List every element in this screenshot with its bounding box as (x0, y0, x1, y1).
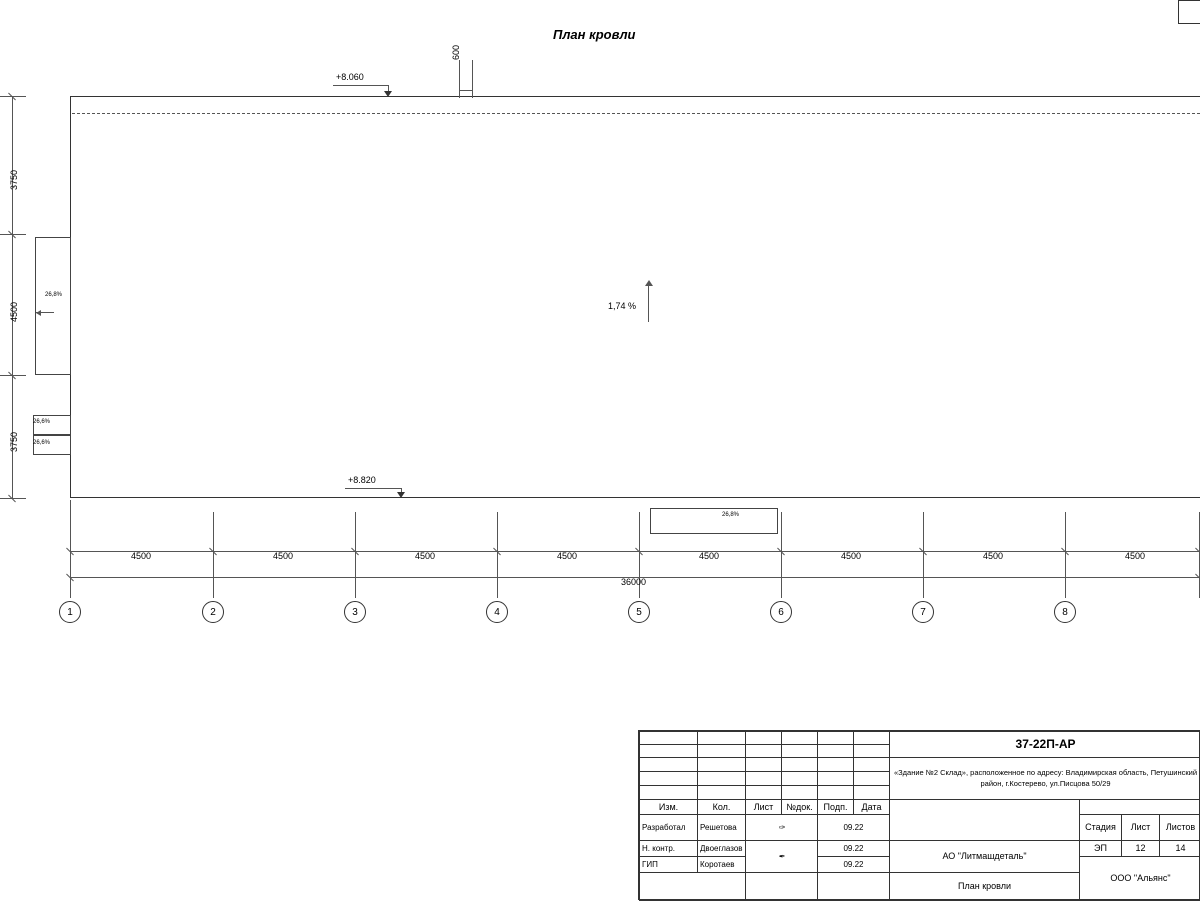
stamp-blank-4-0 (640, 786, 698, 800)
stamp-date-1: 09.22 (818, 841, 890, 857)
stamp-blank-4-5 (854, 786, 890, 800)
stamp-blank-0-1 (698, 732, 746, 745)
bay-dim-label-1: 4500 (273, 552, 293, 561)
stamp-blank-1-2 (746, 745, 782, 758)
stamp-object-name: «Здание №2 Склад», расположенное по адресу: Владимирская область, Петушинский район, г.Костерево, ул.Писцова 50/29 (890, 758, 1200, 800)
stamp-date-2: 09.22 (818, 857, 890, 873)
stamp-col-header-0: Изм. (640, 800, 698, 815)
bay-dim-label-3: 4500 (557, 552, 577, 561)
slope-leader-0 (36, 312, 54, 313)
stamp-blank-right (1080, 800, 1200, 815)
stamp-stage-value-0: ЭП (1080, 841, 1122, 857)
stamp-name-1: Двоеглазов (698, 841, 746, 857)
vertical-dim-label-2: 3750 (10, 432, 19, 452)
stamp-blank-0-4 (818, 732, 854, 745)
stamp-role-0: Разработал (640, 815, 698, 841)
elevation-mark-1: +8.060 (336, 72, 364, 82)
axis-extension-6 (781, 512, 782, 598)
axis-circle-4: 4 (486, 601, 508, 623)
stamp-blank-2-2 (746, 758, 782, 772)
stamp-stage-header-1: Лист (1122, 815, 1160, 841)
axis-circle-6: 6 (770, 601, 792, 623)
main-slope-line (648, 286, 649, 322)
stamp-stage-header-2: Листов (1160, 815, 1200, 841)
main-slope-arrow (645, 280, 653, 286)
stamp-blank-3-4 (818, 772, 854, 786)
total-dim-label: 36000 (621, 578, 646, 587)
stamp-blank-3-1 (698, 772, 746, 786)
page-title: План кровли (553, 27, 635, 42)
stamp-blank-0-2 (746, 732, 782, 745)
axis-extension-7 (923, 512, 924, 598)
slope-label-3: 26,8% (722, 512, 739, 518)
slope-arrow-left-0 (36, 310, 41, 316)
stamp-blank-1-5 (854, 745, 890, 758)
stamp-designer-org: ООО "Альянс" (1080, 857, 1200, 901)
stamp-blank-2-5 (854, 758, 890, 772)
axis-circle-8: 8 (1054, 601, 1076, 623)
stamp-name-0: Решетова (698, 815, 746, 841)
stamp-blank-2-0 (640, 758, 698, 772)
stamp-blank-3-3 (782, 772, 818, 786)
bay-dim-label-6: 4500 (983, 552, 1003, 561)
stamp-blank-2-1 (698, 758, 746, 772)
stamp-signature-1: ✒ (746, 841, 818, 873)
stamp-blank-3-5 (854, 772, 890, 786)
axis-circle-7: 7 (912, 601, 934, 623)
stamp-blank-1-4 (818, 745, 854, 758)
stamp-blank-bottom-2 (818, 873, 890, 901)
axis-circle-5: 5 (628, 601, 650, 623)
stamp-blank-1-0 (640, 745, 698, 758)
roof-ridge-dashed-line (72, 113, 1200, 114)
stamp-col-header-3: №док. (782, 800, 818, 815)
stamp-blank-bottom-0 (640, 873, 746, 901)
stamp-blank-1-1 (698, 745, 746, 758)
slope-label-0: 26,8% (45, 292, 62, 298)
main-slope-label: 1,74 % (608, 302, 636, 311)
elevation-leader-2 (345, 488, 401, 489)
roof-unit-bottom (650, 508, 778, 534)
slope-label-2: 26,6% (33, 440, 50, 446)
bay-dim-label-0: 4500 (131, 552, 151, 561)
stamp-col-header-2: Лист (746, 800, 782, 815)
dim-600-extension-right (472, 60, 473, 98)
stamp-blank-0-3 (782, 732, 818, 745)
bay-dim-label-4: 4500 (699, 552, 719, 561)
dim-600-label: 600 (452, 45, 461, 60)
elevation-mark-2: +8.820 (348, 475, 376, 485)
axis-extension-3 (355, 512, 356, 598)
bay-dim-label-7: 4500 (1125, 552, 1145, 561)
elevation-arrow-2 (397, 492, 405, 498)
axis-extension-2 (213, 512, 214, 598)
stamp-blank-0-0 (640, 732, 698, 745)
axis-circle-3: 3 (344, 601, 366, 623)
axis-extension-4 (497, 512, 498, 598)
bay-dim-line (70, 551, 1200, 552)
stamp-blank-4-2 (746, 786, 782, 800)
stamp-sheet-name: План кровли (890, 873, 1080, 901)
roof-outline (70, 96, 1200, 498)
stamp-col-header-1: Кол. (698, 800, 746, 815)
axis-circle-2: 2 (202, 601, 224, 623)
roof-unit-left-1 (35, 237, 71, 375)
stamp-signature-0: ✑ (746, 815, 818, 841)
stamp-col-header-5: Дата (854, 800, 890, 815)
dim-600-extension-left (459, 60, 460, 98)
stamp-blank-3-2 (746, 772, 782, 786)
stamp-role-1: Н. контр. (640, 841, 698, 857)
vertical-dim-label-0: 3750 (10, 170, 19, 190)
stamp-stage-header-0: Стадия (1080, 815, 1122, 841)
bay-dim-label-2: 4500 (415, 552, 435, 561)
vertical-dim-label-1: 4500 (10, 302, 19, 322)
stamp-date-0: 09.22 (818, 815, 890, 841)
stamp-customer: АО "Литмашдеталь" (890, 841, 1080, 873)
stamp-blank-bottom-1 (746, 873, 818, 901)
stamp-project-code: 37-22П-АР (890, 732, 1200, 758)
stamp-col-header-4: Подп. (818, 800, 854, 815)
sheet-corner-box (1178, 0, 1200, 24)
stamp-role-2: ГИП (640, 857, 698, 873)
stamp-blank-4-1 (698, 786, 746, 800)
stamp-stage-value-1: 12 (1122, 841, 1160, 857)
stamp-blank-3-0 (640, 772, 698, 786)
stamp-name-2: Коротаев (698, 857, 746, 873)
stamp-blank-1-3 (782, 745, 818, 758)
elevation-arrow-1 (384, 91, 392, 97)
stamp-blank-2-4 (818, 758, 854, 772)
slope-label-1: 26,6% (33, 419, 50, 425)
elevation-leader-1 (333, 85, 388, 86)
stamp-stage-value-2: 14 (1160, 841, 1200, 857)
stamp-blank-2-3 (782, 758, 818, 772)
axis-extension-8 (1065, 512, 1066, 598)
dim-600-line (459, 90, 473, 91)
axis-circle-1: 1 (59, 601, 81, 623)
title-block (638, 730, 1200, 900)
stamp-blank-0-5 (854, 732, 890, 745)
roof-unit-left-2 (33, 415, 71, 435)
axis-extension-1 (70, 500, 71, 598)
stamp-blank-4-4 (818, 786, 854, 800)
stamp-blank-mid (890, 800, 1080, 841)
bay-dim-label-5: 4500 (841, 552, 861, 561)
stamp-blank-4-3 (782, 786, 818, 800)
